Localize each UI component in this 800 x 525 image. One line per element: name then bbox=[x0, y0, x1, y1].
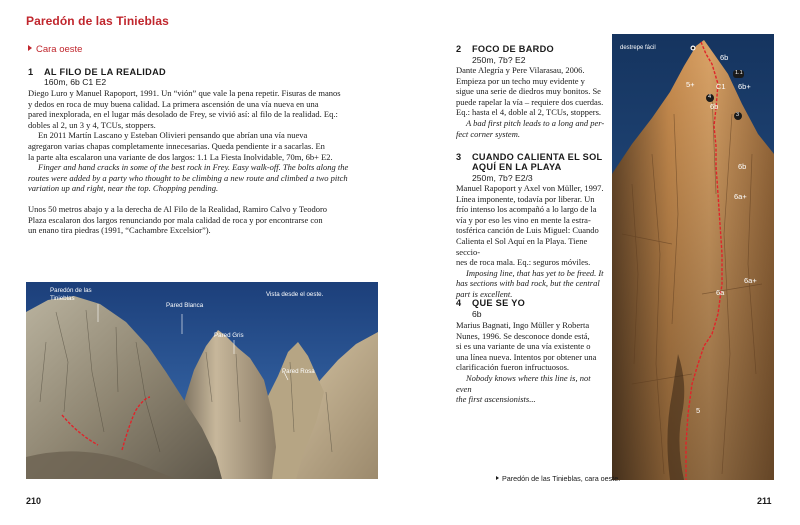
grade-label: 6b bbox=[738, 162, 747, 171]
text-line: nes de roca mala. Eq.: seguros móviles. bbox=[456, 257, 591, 268]
text-line: Línea imponente, todavía por liberar. Un bbox=[456, 193, 595, 204]
route-4-grade: 6b bbox=[472, 309, 482, 319]
label-vista: Vista desde el oeste. bbox=[266, 291, 324, 298]
text-line: vía y por eso les vino en mente la estra- bbox=[456, 214, 591, 225]
page-number-right: 211 bbox=[757, 496, 772, 506]
label-paredon bbox=[50, 287, 92, 302]
text-line: sigue una serie de diedros muy bonitos. Se bbox=[456, 86, 601, 97]
text-line: Plaza escalaron dos largos renunciando por mala calidad de roca y por encontrarse con bbox=[28, 214, 323, 225]
text-line: part is excellent. bbox=[456, 288, 513, 299]
route-3-title-line2: AQUÍ EN LA PLAYA bbox=[472, 162, 562, 172]
page-header-title: Paredón de las Tinieblas bbox=[26, 14, 169, 28]
badge-1-1: 1.1 bbox=[735, 70, 743, 76]
triangle-bullet-icon bbox=[28, 45, 32, 51]
photo-caption-text: Paredón de las Tinieblas, cara oeste. bbox=[502, 474, 621, 483]
photo-west-view bbox=[26, 282, 378, 479]
text-line: frío intenso los acompañó a lo largo de la bbox=[456, 204, 597, 215]
text-line: puede rapelar la vía – requiere dos cuerdas. bbox=[456, 96, 604, 107]
grade-label: 6b bbox=[720, 53, 729, 62]
route-2-name: FOCO DE BARDO bbox=[472, 44, 554, 54]
text-line: Imposing line, that has yet to be freed. It bbox=[466, 267, 604, 278]
photo-west-view-image bbox=[26, 282, 378, 479]
badge-3: 3 bbox=[736, 112, 740, 118]
photo-west-face-image bbox=[612, 34, 774, 480]
route-3-name: CUANDO CALIENTA EL SOL bbox=[472, 152, 603, 162]
grade-label: 5+ bbox=[686, 80, 695, 89]
text-line: A bad first pitch leads to a long and per- bbox=[466, 117, 605, 128]
grade-label: 6a bbox=[716, 288, 725, 297]
text-line: routes were added by a party who thought to be climbing a new route and climbed a two pitch bbox=[28, 172, 348, 183]
text-line: dobles al 2, un 3 y 4, TCUs, stoppers. bbox=[28, 119, 156, 130]
text-line: Marius Bagnati, Ingo Müller y Roberta bbox=[456, 320, 590, 330]
grade-label: 6a+ bbox=[744, 276, 757, 285]
text-line: un enano tira piedras (1991, “Cachambre Excelsior”). bbox=[28, 225, 211, 236]
text-line: En 2011 Martín Lascano y Esteban Olivieri pensando que abrían una vía nueva bbox=[38, 130, 308, 141]
section-heading bbox=[28, 44, 82, 55]
text-line: Empieza por un techo muy evidente y bbox=[456, 75, 585, 86]
grade-label: C1 bbox=[716, 82, 726, 91]
grade-label: 5 bbox=[696, 406, 701, 415]
route-4-title bbox=[456, 298, 525, 308]
label-destrepe: destrepe fácil bbox=[620, 45, 656, 51]
photo-west-face bbox=[612, 34, 774, 480]
text-line: Finger and hand cracks in some of the best rock in Frey. Easy walk-off. The bolts along the bbox=[38, 162, 349, 173]
route-4-name: QUE SE YO bbox=[472, 298, 526, 308]
text-line: tosférica canción de Luis Miguel: Cuando bbox=[456, 225, 599, 236]
label-pared-blanca: Pared Blanca bbox=[166, 302, 204, 309]
text-line: pared inexplorada, en el lugar más desolado de Frey, se vivió así: al filo de la realidad. Eq.: bbox=[28, 109, 338, 120]
text-line: Eq.: hasta el 4, doble al 2, TCUs, stoppers. bbox=[456, 107, 602, 118]
route-2-number: 2 bbox=[456, 44, 462, 54]
grade-label: 6b+ bbox=[738, 82, 751, 91]
text-line: Unos 50 metros abajo y a la derecha de Al Filo de la Realidad, Ramiro Calvo y Teodoro bbox=[28, 204, 328, 214]
route-3-number: 3 bbox=[456, 152, 462, 162]
route-1-name: AL FILO DE LA REALIDAD bbox=[44, 67, 166, 77]
badge-4: 4 bbox=[708, 94, 712, 100]
triangle-bullet-icon bbox=[496, 476, 499, 480]
photo-caption bbox=[496, 474, 620, 483]
text-line: Nobody knows where this line is, not even bbox=[456, 372, 591, 394]
text-line: variation up and right, near the top. Chopping pending. bbox=[28, 183, 219, 194]
route-3-grade: 250m, 7b? E2/3 bbox=[472, 173, 533, 183]
text-line: the first ascensionists... bbox=[456, 394, 536, 405]
route-4-description bbox=[456, 320, 606, 405]
text-line: Nunes, 1996. Se desconoce donde está, bbox=[456, 330, 590, 341]
text-line: y dedos en roca de muy buena calidad. La primera ascensión de una vía nueva en una bbox=[28, 98, 319, 109]
route-2-description bbox=[456, 65, 606, 139]
text-line: Calienta el Sol Aquí en la Playa. Tiene seccio- bbox=[456, 235, 588, 257]
route-2-grade: 250m, 7b? E2 bbox=[472, 55, 526, 65]
route-3-description bbox=[456, 183, 606, 300]
grade-label: 6a+ bbox=[734, 192, 747, 201]
text-line: Dante Alegría y Pere Vilarasau, 2006. bbox=[456, 65, 585, 75]
text-line: la parte alta escalaron una variante de dos largos: 1.1 La Fiesta Inolvidable, 70m, 6b+ E2. bbox=[28, 151, 333, 162]
route-1-title bbox=[28, 67, 166, 77]
route-1-grade: 160m, 6b C1 E2 bbox=[44, 77, 107, 87]
text-line: fect corner system. bbox=[456, 128, 520, 139]
route-1-number: 1 bbox=[28, 67, 34, 77]
text-line: Manuel Rapoport y Axel von Müller, 1997. bbox=[456, 183, 604, 193]
label-pared-rosa: Pared Rosa bbox=[282, 368, 315, 375]
text-line: clarificación fueron infructuosos. bbox=[456, 362, 570, 373]
extra-paragraph bbox=[28, 204, 374, 236]
route-4-number: 4 bbox=[456, 298, 462, 308]
label-pared-gris: Pared Gris bbox=[214, 332, 244, 339]
text-line: agregaron varias chapas completamente innecesarias. Queda pendiente ir a sacarlas. En bbox=[28, 140, 325, 151]
text-line: si es una variante de una vía existente o bbox=[456, 341, 591, 352]
route-2-title bbox=[456, 44, 554, 54]
label-paredon-line2: Tinieblas bbox=[50, 294, 75, 302]
section-heading-label: Cara oeste bbox=[36, 44, 83, 55]
text-line: una línea nueva. Intentos por obtener una bbox=[456, 351, 597, 362]
route-3-title bbox=[456, 152, 602, 162]
route-1-description bbox=[28, 88, 374, 194]
page-number-left: 210 bbox=[26, 496, 42, 506]
grade-label: 6b bbox=[710, 102, 719, 111]
label-paredon-line1: Paredón de las bbox=[50, 287, 92, 294]
text-line: has sections with bad rock, but the central bbox=[456, 278, 600, 289]
text-line: Diego Luro y Manuel Rapoport, 1991. Un “vión” que vale la pena repetir. Fisuras de manos bbox=[28, 88, 341, 98]
